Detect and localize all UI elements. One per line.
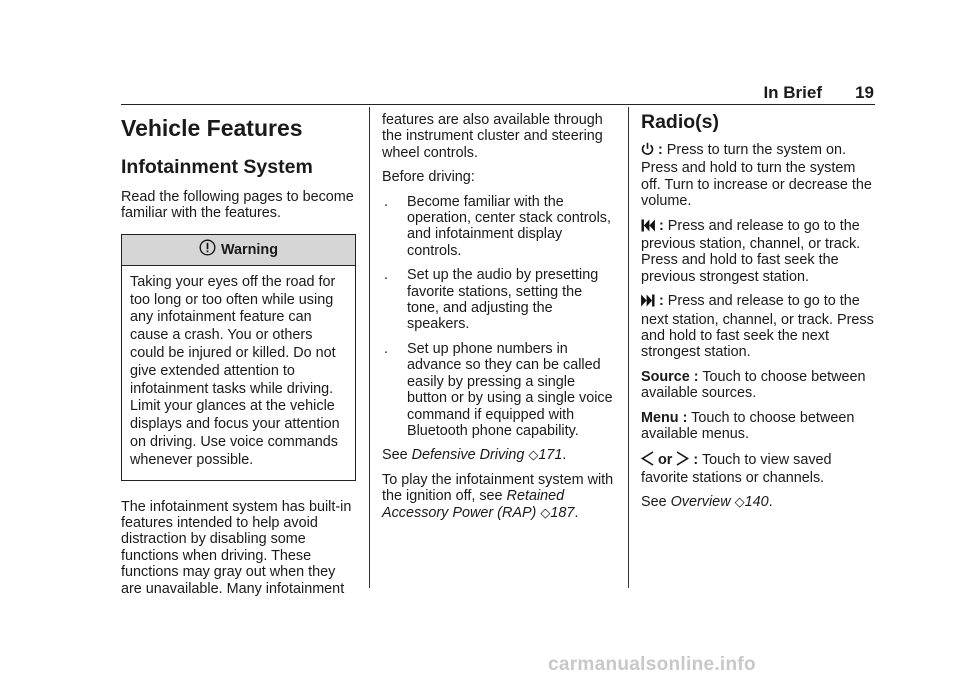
or-label: or (658, 451, 673, 468)
chevron-right-icon (676, 451, 689, 470)
bullet-marker: . (384, 267, 388, 284)
warning-title: Warning (220, 241, 279, 258)
source-description: Touch to choose between available sources. (641, 368, 866, 402)
list-item (382, 267, 618, 333)
page-title: Vehicle Features (121, 115, 303, 141)
menu-item (641, 410, 877, 443)
section-heading-radio: Radio(s) (641, 111, 719, 133)
warning-header (122, 235, 355, 266)
before-driving-label: Before driving: (382, 169, 475, 186)
bullet-marker: . (384, 340, 388, 357)
play-text: To play the infotainment system with the ignition off, see (382, 471, 614, 505)
separator: : (693, 451, 699, 468)
list-item (382, 341, 618, 439)
list-item (382, 194, 618, 260)
section-heading-infotainment: Infotainment System (121, 156, 313, 178)
column-divider-1 (369, 107, 370, 588)
continued-paragraph: features are also available through the instrument cluster and steering wheel controls. (382, 112, 603, 161)
seek-forward-description: Press and release to go to the next station, channel, or track. Press and hold to fast seek the next strongest station. (641, 293, 874, 361)
intro-paragraph: Read the following pages to become familiar with the features. (121, 189, 354, 222)
column-divider-2 (628, 107, 629, 588)
column-1 (121, 108, 357, 605)
warning-icon (199, 239, 221, 260)
see-label: See (641, 494, 667, 511)
bullet-marker: . (384, 193, 388, 210)
period: . (768, 494, 773, 511)
source-item (641, 369, 877, 402)
source-label: Source : (641, 368, 699, 385)
separator: : (659, 293, 664, 310)
favorites-description: Touch to view saved favorite stations or channels. (641, 451, 832, 486)
list-item-text: Become familiar with the operation, center stack controls, and infotainment display controls. (407, 193, 611, 259)
rap-link[interactable]: Retained Accessory Power (RAP) (382, 488, 565, 521)
overview-link[interactable]: Overview (670, 494, 731, 511)
page-ref-171[interactable]: 171 (538, 447, 563, 464)
menu-description: Touch to choose between available menus. (641, 409, 855, 443)
favorites-item (641, 451, 877, 487)
list-item-text: Set up the audio by presetting favorite stations, setting the tone, and adjusting the speakers. (407, 267, 599, 333)
defensive-driving-link[interactable]: Defensive Driving (411, 447, 525, 464)
page-ref-arrow: ◇ (540, 504, 551, 520)
period: . (562, 447, 567, 464)
see-label: See (382, 447, 408, 464)
section-title: In Brief (763, 83, 822, 102)
warning-box (121, 234, 356, 481)
menu-label: Menu : (641, 409, 688, 426)
page-ref-187[interactable]: 187 (550, 504, 575, 521)
see-overview (641, 494, 877, 510)
page-header (0, 83, 874, 105)
column-3 (641, 108, 877, 519)
page-number: 19 (855, 83, 874, 102)
separator: : (658, 142, 663, 158)
play-ignition-off-paragraph (382, 472, 618, 521)
seek-forward-icon (641, 294, 655, 311)
power-control-item (641, 142, 877, 210)
warning-text: Taking your eyes off the road for too long or too often while using any infotainment feature can cause a crash. You or others could be injured or killed. Do not give extended attention to infotainment tasks while driving. Limit your glances at the vehicle displays and focus your attention on driving. Use voice commands whenever possible. (130, 273, 340, 468)
page-ref-arrow: ◇ (528, 447, 539, 463)
seek-back-item (641, 218, 877, 286)
power-icon (641, 142, 654, 160)
header-rule (121, 104, 875, 105)
seek-back-description: Press and release to go to the previous station, channel, or track. Press and hold to fast seek the previous strongest station. (641, 217, 861, 285)
list-item-text: Set up phone numbers in advance so they can be called easily by pressing a single button or by using a single voice command if equipped with Bluetooth phone capability. (407, 340, 613, 439)
page-ref-arrow: ◇ (734, 494, 745, 510)
period: . (574, 504, 579, 521)
page-ref-140[interactable]: 140 (744, 494, 769, 511)
power-description: Press to turn the system on. Press and hold to turn the system off. Turn to increase or decrease the volume. (641, 142, 872, 210)
separator: : (659, 217, 664, 234)
see-defensive-driving (382, 447, 618, 463)
chevron-left-icon (641, 451, 654, 470)
seek-forward-item (641, 293, 877, 361)
body-paragraph: The infotainment system has built-in features intended to help avoid distraction by disabling some functions when driving. These functions may gray out when they are unavailable. Many infotainment (121, 498, 352, 597)
footer-watermark: carmanualsonline.info (548, 654, 756, 675)
column-2 (382, 112, 618, 529)
seek-back-icon (641, 219, 655, 236)
